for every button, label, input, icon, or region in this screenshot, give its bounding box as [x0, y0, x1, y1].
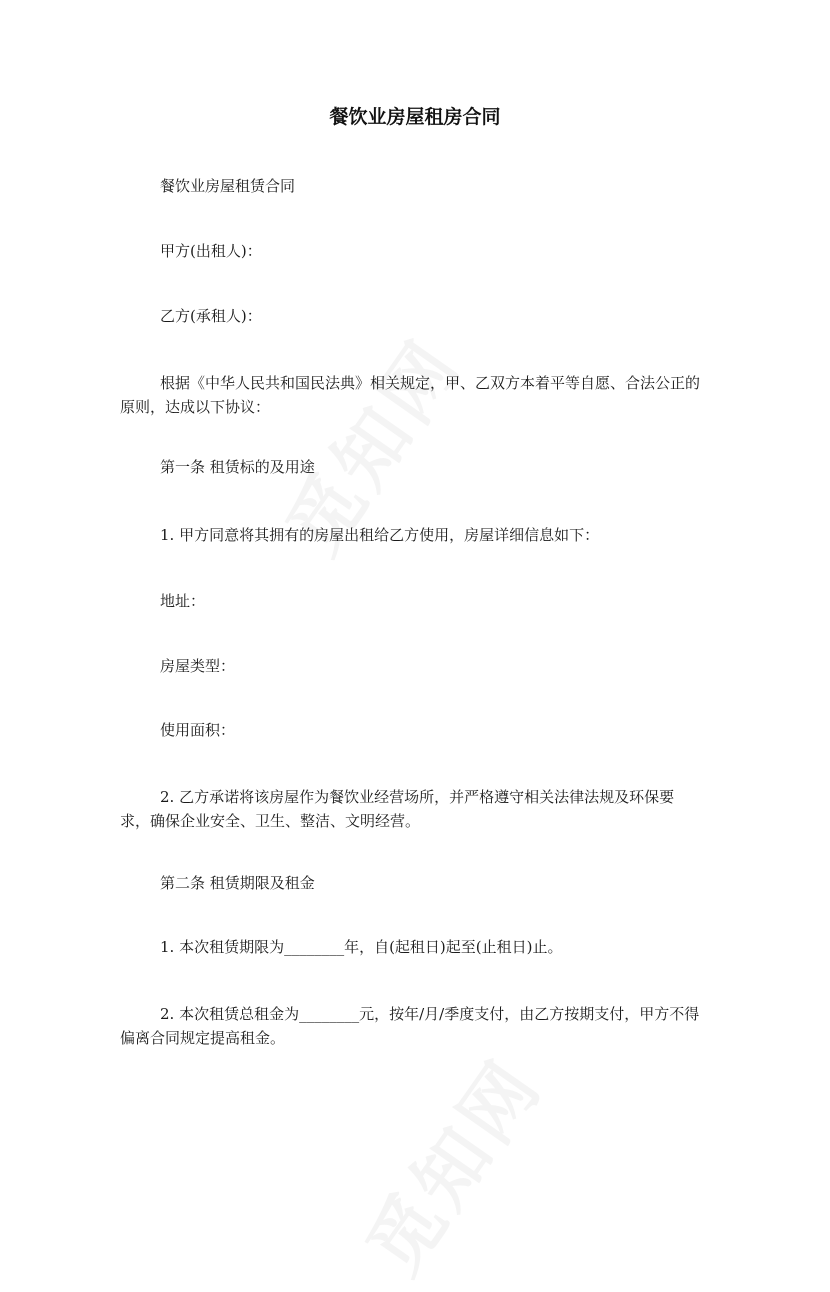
paragraph-clause-1-1: 1. 甲方同意将其拥有的房屋出租给乙方使用，房屋详细信息如下： [160, 526, 600, 544]
paragraph-clause-1-2: 2. 乙方承诺将该房屋作为餐饮业经营场所，并严格遵守相关法律法规及环保要求，确保企业安全、卫生、整洁、文明经营。 [120, 788, 675, 830]
paragraph-party-b: 乙方(承租人)： [160, 307, 262, 325]
paragraph-address: 地址： [160, 592, 206, 610]
paragraph-party-a: 甲方(出租人)： [160, 242, 262, 260]
paragraph-house-type: 房屋类型： [160, 657, 236, 675]
paragraph-usable-area: 使用面积： [160, 721, 236, 739]
paragraph-clause-2-2: 2. 本次租赁总租金为________元，按年/月/季度支付，由乙方按期支付，甲方不得偏离合同规定提高租金。 [120, 1005, 700, 1047]
heading-article-2: 第二条 租赁期限及租金 [160, 874, 315, 892]
heading-article-1: 第一条 租赁标的及用途 [160, 458, 315, 476]
document-title: 餐饮业房屋租房合同 [329, 106, 501, 128]
paragraph-preamble: 根据《中华人民共和国民法典》相关规定，甲、乙双方本着平等自愿、合法公正的原则，达成以下协议： [120, 374, 701, 416]
paragraph-clause-2-1: 1. 本次租赁期限为________年，自(起租日)起至(止租日)止。 [160, 938, 563, 956]
watermark-bottom [338, 1034, 562, 1291]
paragraph-contract-name: 餐饮业房屋租赁合同 [160, 177, 296, 195]
